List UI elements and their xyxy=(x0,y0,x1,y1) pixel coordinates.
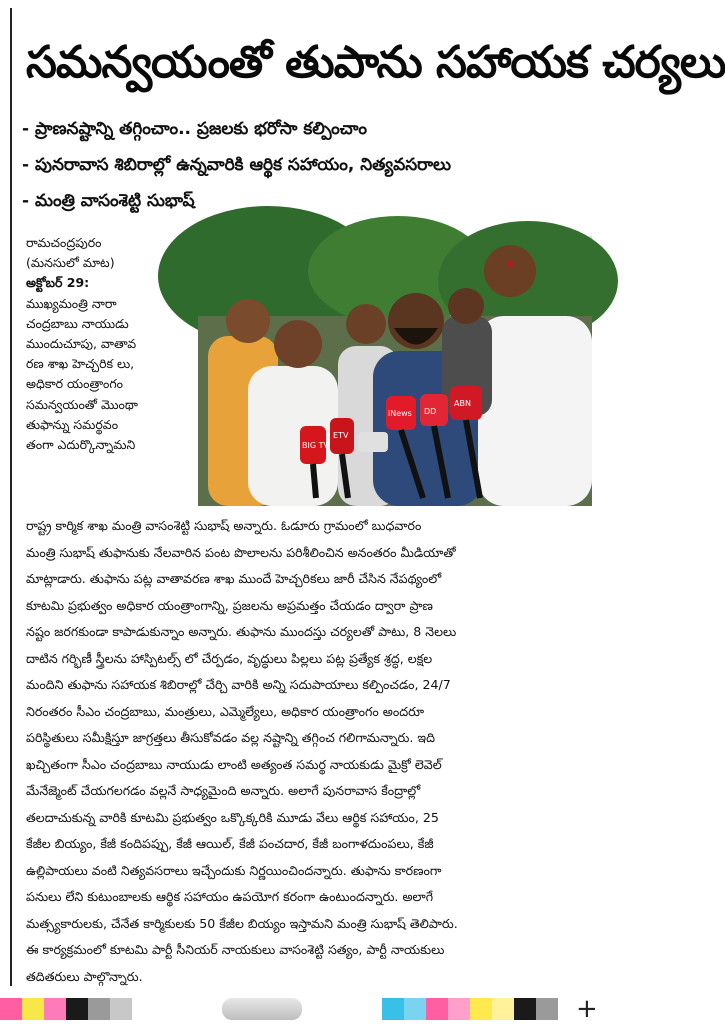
body-line: రాష్ట్ర కార్మిక శాఖ మంత్రి వాసంశెట్టి సుభాష్ అన్నారు. ఓడూరు గ్రామంలో బుధవారం xyxy=(26,518,422,533)
body-line: పరిస్థితులు సమీక్షిస్తూ జాగ్రత్తలు తీసుకోవడం వల్ల నష్టాన్ని తగ్గించ గలిగామన్నారు. ఇది xyxy=(26,730,435,745)
subhead-3: - మంత్రి వాసంశెట్టి సుభాష్ xyxy=(22,191,195,211)
body-line: దాటిన గర్భిణీ స్త్రీలను హాస్పిటల్స్ లో చేర్పడం, వృద్ధులు పిల్లలు పట్ల ప్రత్యేక శ్రద్ధ, లక్షల xyxy=(26,650,433,666)
body-line: మాట్లాడారు. తుఫాను పట్ల వాతావరణ శాఖ ముందే హెచ్చరికలు జారీ చేసిన నేపథ్యంలో xyxy=(26,571,442,586)
mic-label-dd: DD xyxy=(424,407,437,416)
subhead-1: - ప్రాణనష్టాన్ని తగ్గించాం.. ప్రజలకు భరోసా కల్పించాం xyxy=(22,119,367,139)
color-swatch xyxy=(110,998,132,1020)
body-line: పనులు లేని కుటుంబాలకు ఆర్థిక సహాయం ఉపయోగ కరంగా ఉంటుందన్నారు. అలాగే xyxy=(26,889,434,904)
color-swatch xyxy=(426,998,448,1020)
body-line: మందిని తుఫాను సహాయక శిబిరాల్లో చేర్చి వారికి అన్ని సదుపాయాలు కల్పించడం, 24/7 xyxy=(26,677,451,692)
article-body xyxy=(26,513,592,990)
dateline-date: అక్టోబర్ 29: xyxy=(26,275,90,291)
body-line: కేజీల బియ్యం, కేజీ కందిపప్పు, కేజీ ఆయిల్, కేజీ పంచదార, కేజీ బంగాళదుంపలు, కేజీ xyxy=(26,836,434,851)
dateline-source: (మనసులో మాట) xyxy=(26,255,115,271)
color-swatch xyxy=(404,998,426,1020)
color-swatch xyxy=(470,998,492,1020)
subhead-2: - పునరావాస శిబిరాల్లో ఉన్నవారికి ఆర్థిక సహాయం, నిత్యవసరాలు xyxy=(22,155,451,175)
dateline-line: ముందుచూపు, వాతావ xyxy=(26,336,137,352)
mic-label-bigtv: BIG TV xyxy=(302,441,329,450)
body-line: మేనేజ్మెంట్ చేయగలగడం వల్లనే సాధ్యమైంది అన్నారు. అలాగే పునరావాస కేంద్రాల్లో xyxy=(26,783,421,798)
mic-label-inews: iNews xyxy=(388,409,412,418)
color-swatch xyxy=(536,998,558,1020)
color-swatch xyxy=(382,998,404,1020)
dateline-line: అధికార యంత్రాంగం xyxy=(26,376,123,392)
dateline-place: రామచంద్రపురం xyxy=(26,235,102,250)
color-swatch xyxy=(44,998,66,1020)
body-line: ఖచ్చితంగా సీఎం చంద్రబాబు నాయుడు లాంటి అత్యంత సమర్థ నాయకుడు మైక్రో లెవెల్ xyxy=(26,756,442,772)
registration-cross-icon: + xyxy=(576,994,598,1024)
body-line: ఈ కార్యక్రమంలో కూటమి పార్టీ సీనియర్ నాయకులు వాసంశెట్టి సత్యం, పార్టీ నాయకులు xyxy=(26,942,445,957)
body-line: నష్టం జరగకుండా కాపాడుకున్నాం అన్నారు. తుఫాను ముందస్తు చర్యలతో పాటు, 8 నెలలు xyxy=(26,624,457,639)
mic-label-abn: ABN xyxy=(454,399,471,408)
body-line: ఉల్లిపాయలు వంటి నిత్యవసరాలు ఇచ్చేందుకు నిర్ణయించిందన్నారు. తుఫాను కారణంగా xyxy=(26,862,442,878)
news-photo xyxy=(198,236,592,506)
dateline-line: ముఖ్యమంత్రి నారా xyxy=(26,295,117,311)
dateline-line: తుఫాన్ను సమర్థవం xyxy=(26,416,119,432)
dateline-line: రణ శాఖ హెచ్చరిక లు, xyxy=(26,356,135,372)
body-line: తలదాచుకున్న వారికి కూటమి ప్రభుత్వం ఒక్కొక్కరికి మూడు వేలు ఆర్థిక సహాయం, 25 xyxy=(26,809,439,825)
body-line: మంత్రి సుభాష్ తుఫానుకు నేలవారిన పంట పొలాలను పరిశీలించిన అనంతరం మీడియాతో xyxy=(26,544,456,560)
headline: సమన్వయంతో తుపాను సహాయక చర్యలు xyxy=(26,37,725,88)
color-swatch xyxy=(22,998,44,1020)
binding-tray xyxy=(222,998,302,1020)
mic-label-etv: ETV xyxy=(333,431,349,440)
body-line: తదితరులు పాల్గొన్నారు. xyxy=(26,968,143,984)
body-line: నిరంతరం సీఎం చంద్రబాబు, మంత్రులు, ఎమ్మెల్యేలు, అధికార యంత్రాంగం అందరూ xyxy=(26,703,424,719)
column-rule xyxy=(10,8,12,986)
color-swatch xyxy=(66,998,88,1020)
color-swatch xyxy=(0,998,22,1020)
color-swatch xyxy=(88,998,110,1020)
body-line: కూటమి ప్రభుత్వం అధికార యంత్రాంగాన్ని, ప్రజలను అప్రమత్తం చేయడం ద్వారా ప్రాణ xyxy=(26,597,433,613)
color-swatch xyxy=(448,998,470,1020)
dateline-line: తంగా ఎదుర్కొన్నామని xyxy=(26,437,136,453)
print-registration-bar xyxy=(0,994,652,1024)
dateline-line: చంద్రబాబు నాయుడు xyxy=(26,315,129,331)
color-swatch xyxy=(514,998,536,1020)
dateline-line: సమన్వయంతో మొంథా xyxy=(26,396,138,412)
color-swatch xyxy=(492,998,514,1020)
top-clipped-strip xyxy=(0,0,652,8)
body-line: మత్స్యకారులకు, చేనేత కార్మికులకు 50 కేజీల బియ్యం ఇస్తామని మంత్రి సుభాష్ తెలిపారు. xyxy=(26,915,458,931)
